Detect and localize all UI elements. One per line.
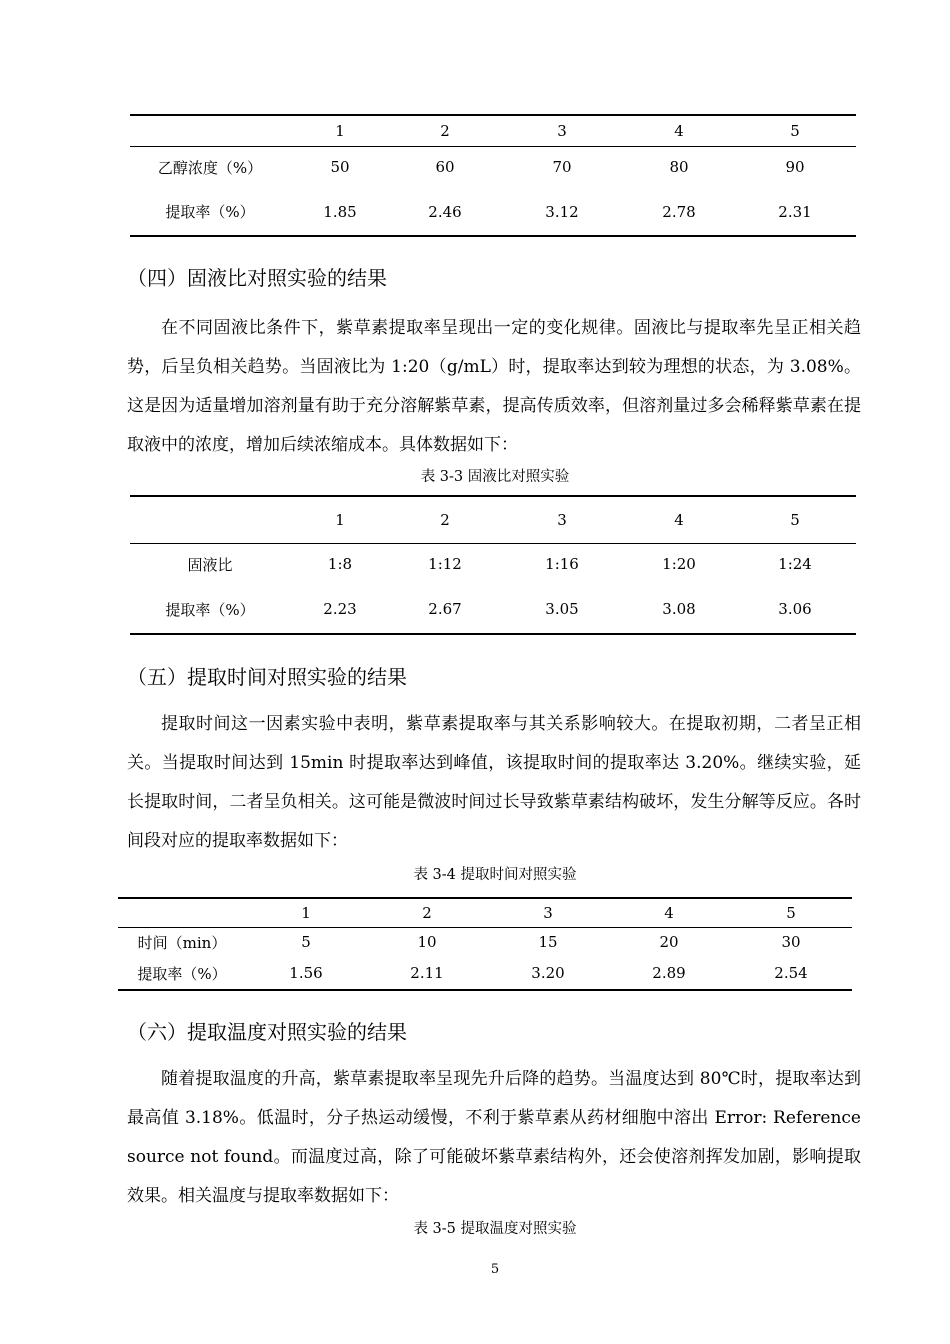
table-header-cell: 3 <box>500 496 624 543</box>
table-cell: 2.89 <box>608 957 730 990</box>
table-header-cell: 1 <box>290 115 390 146</box>
table-row <box>130 543 856 585</box>
table-cell: 1:16 <box>545 555 579 574</box>
table-header-cell: 2 <box>390 496 500 543</box>
table-cell: 1:24 <box>778 555 812 574</box>
table-row <box>118 927 852 957</box>
table-cell: 乙醇浓度（%） <box>157 158 263 177</box>
table-cell: 3.06 <box>734 585 856 634</box>
table-header-row <box>130 115 856 146</box>
table-cell: 提取率（%） <box>118 957 246 990</box>
section-heading: （四）固液比对照实验的结果 <box>127 266 387 290</box>
section-heading: （六）提取温度对照实验的结果 <box>127 1020 407 1044</box>
table-cell: 30 <box>781 933 801 952</box>
table-header-cell: 5 <box>730 898 852 927</box>
table-cell: 2.54 <box>730 957 852 990</box>
table-cell: 3.05 <box>500 585 624 634</box>
table-cell: 2.11 <box>366 957 488 990</box>
table-header-cell: 1 <box>246 898 366 927</box>
table-cell: 2.23 <box>290 585 390 634</box>
table-header-cell <box>130 496 290 543</box>
section-paragraph: 随着提取温度的升高，紫草素提取率呈现先升后降的趋势。当温度达到 80℃时，提取率达到最高值 3.18%。低温时，分子热运动缓慢，不利于紫草素从药材细胞中溶出 Error: Reference source not found。而温度过高，除了可能破坏紫草素结构外，还会使溶剂挥发加剧，影响提取效果。相关温度与提取率数据如下： <box>127 1069 861 1206</box>
table-cell: 20 <box>659 933 679 952</box>
table-cell: 10 <box>417 933 437 952</box>
table-row <box>130 188 856 236</box>
table-header-cell <box>118 898 246 927</box>
table-header-cell: 5 <box>734 496 856 543</box>
table-cell: 3.20 <box>488 957 608 990</box>
table-header-row <box>118 898 852 927</box>
table-cell: 50 <box>330 158 350 177</box>
table-cell: 60 <box>435 158 455 177</box>
section-paragraph: 在不同固液比条件下，紫草素提取率呈现出一定的变化规律。固液比与提取率先呈正相关趋势，后呈负相关趋势。当固液比为 1:20（g/mL）时，提取率达到较为理想的状态，为 3.08%。这是因为适量增加溶剂量有助于充分溶解紫草素，提高传质效率，但溶剂量过多会稀释紫草素在提取液中的浓度，增加后续浓缩成本。具体数据如下： <box>127 318 861 455</box>
table-cell: 1:12 <box>428 555 462 574</box>
table-header-cell: 4 <box>624 496 734 543</box>
table-cell: 2.67 <box>390 585 500 634</box>
table-cell: 5 <box>301 933 311 952</box>
table-row <box>130 585 856 634</box>
table-cell: 15 <box>538 933 558 952</box>
table-cell: 固液比 <box>187 555 233 574</box>
extraction-time-table <box>118 897 852 991</box>
table-header-cell: 2 <box>366 898 488 927</box>
table-row <box>118 957 852 990</box>
table-header-cell: 3 <box>488 898 608 927</box>
table-header-cell: 5 <box>734 115 856 146</box>
table-cell: 1:20 <box>662 555 696 574</box>
table-cell: 提取率（%） <box>130 188 290 236</box>
table-cell: 1:8 <box>327 555 353 574</box>
ethanol-concentration-table <box>130 114 856 237</box>
section-paragraph: 提取时间这一因素实验中表明，紫草素提取率与其关系影响较大。在提取初期，二者呈正相关。当提取时间达到 15min 时提取率达到峰值，该提取时间的提取率达 3.20%。继续实验，延长提取时间，二者呈负相关。这可能是微波时间过长导致紫草素结构破坏，发生分解等反应。各时间段对应的提取率数据如下： <box>127 714 861 851</box>
table-header-row <box>130 496 856 543</box>
table-cell: 1.56 <box>246 957 366 990</box>
table-cell: 提取率（%） <box>130 585 290 634</box>
table-cell: 3.08 <box>624 585 734 634</box>
table-cell: 80 <box>669 158 689 177</box>
table-cell: 2.78 <box>624 188 734 236</box>
table-cell: 2.31 <box>734 188 856 236</box>
table-cell: 2.46 <box>390 188 500 236</box>
table-header-cell: 4 <box>624 115 734 146</box>
table-header-cell <box>130 115 290 146</box>
table-cell: 1.85 <box>290 188 390 236</box>
table-caption: 表 3-3 固液比对照实验 <box>420 469 570 485</box>
section-heading: （五）提取时间对照实验的结果 <box>127 665 407 689</box>
table-header-cell: 3 <box>500 115 624 146</box>
table-cell: 3.12 <box>500 188 624 236</box>
table-header-cell: 2 <box>390 115 500 146</box>
solid-liquid-ratio-table <box>130 495 856 635</box>
page-number: 5 <box>490 1262 500 1277</box>
table-header-cell: 1 <box>290 496 390 543</box>
table-caption: 表 3-5 提取温度对照实验 <box>413 1221 577 1237</box>
table-cell: 90 <box>785 158 805 177</box>
table-caption: 表 3-4 提取时间对照实验 <box>413 867 577 883</box>
table-cell: 70 <box>552 158 572 177</box>
table-cell: 时间（min） <box>137 933 227 952</box>
table-header-cell: 4 <box>608 898 730 927</box>
table-row <box>130 146 856 188</box>
